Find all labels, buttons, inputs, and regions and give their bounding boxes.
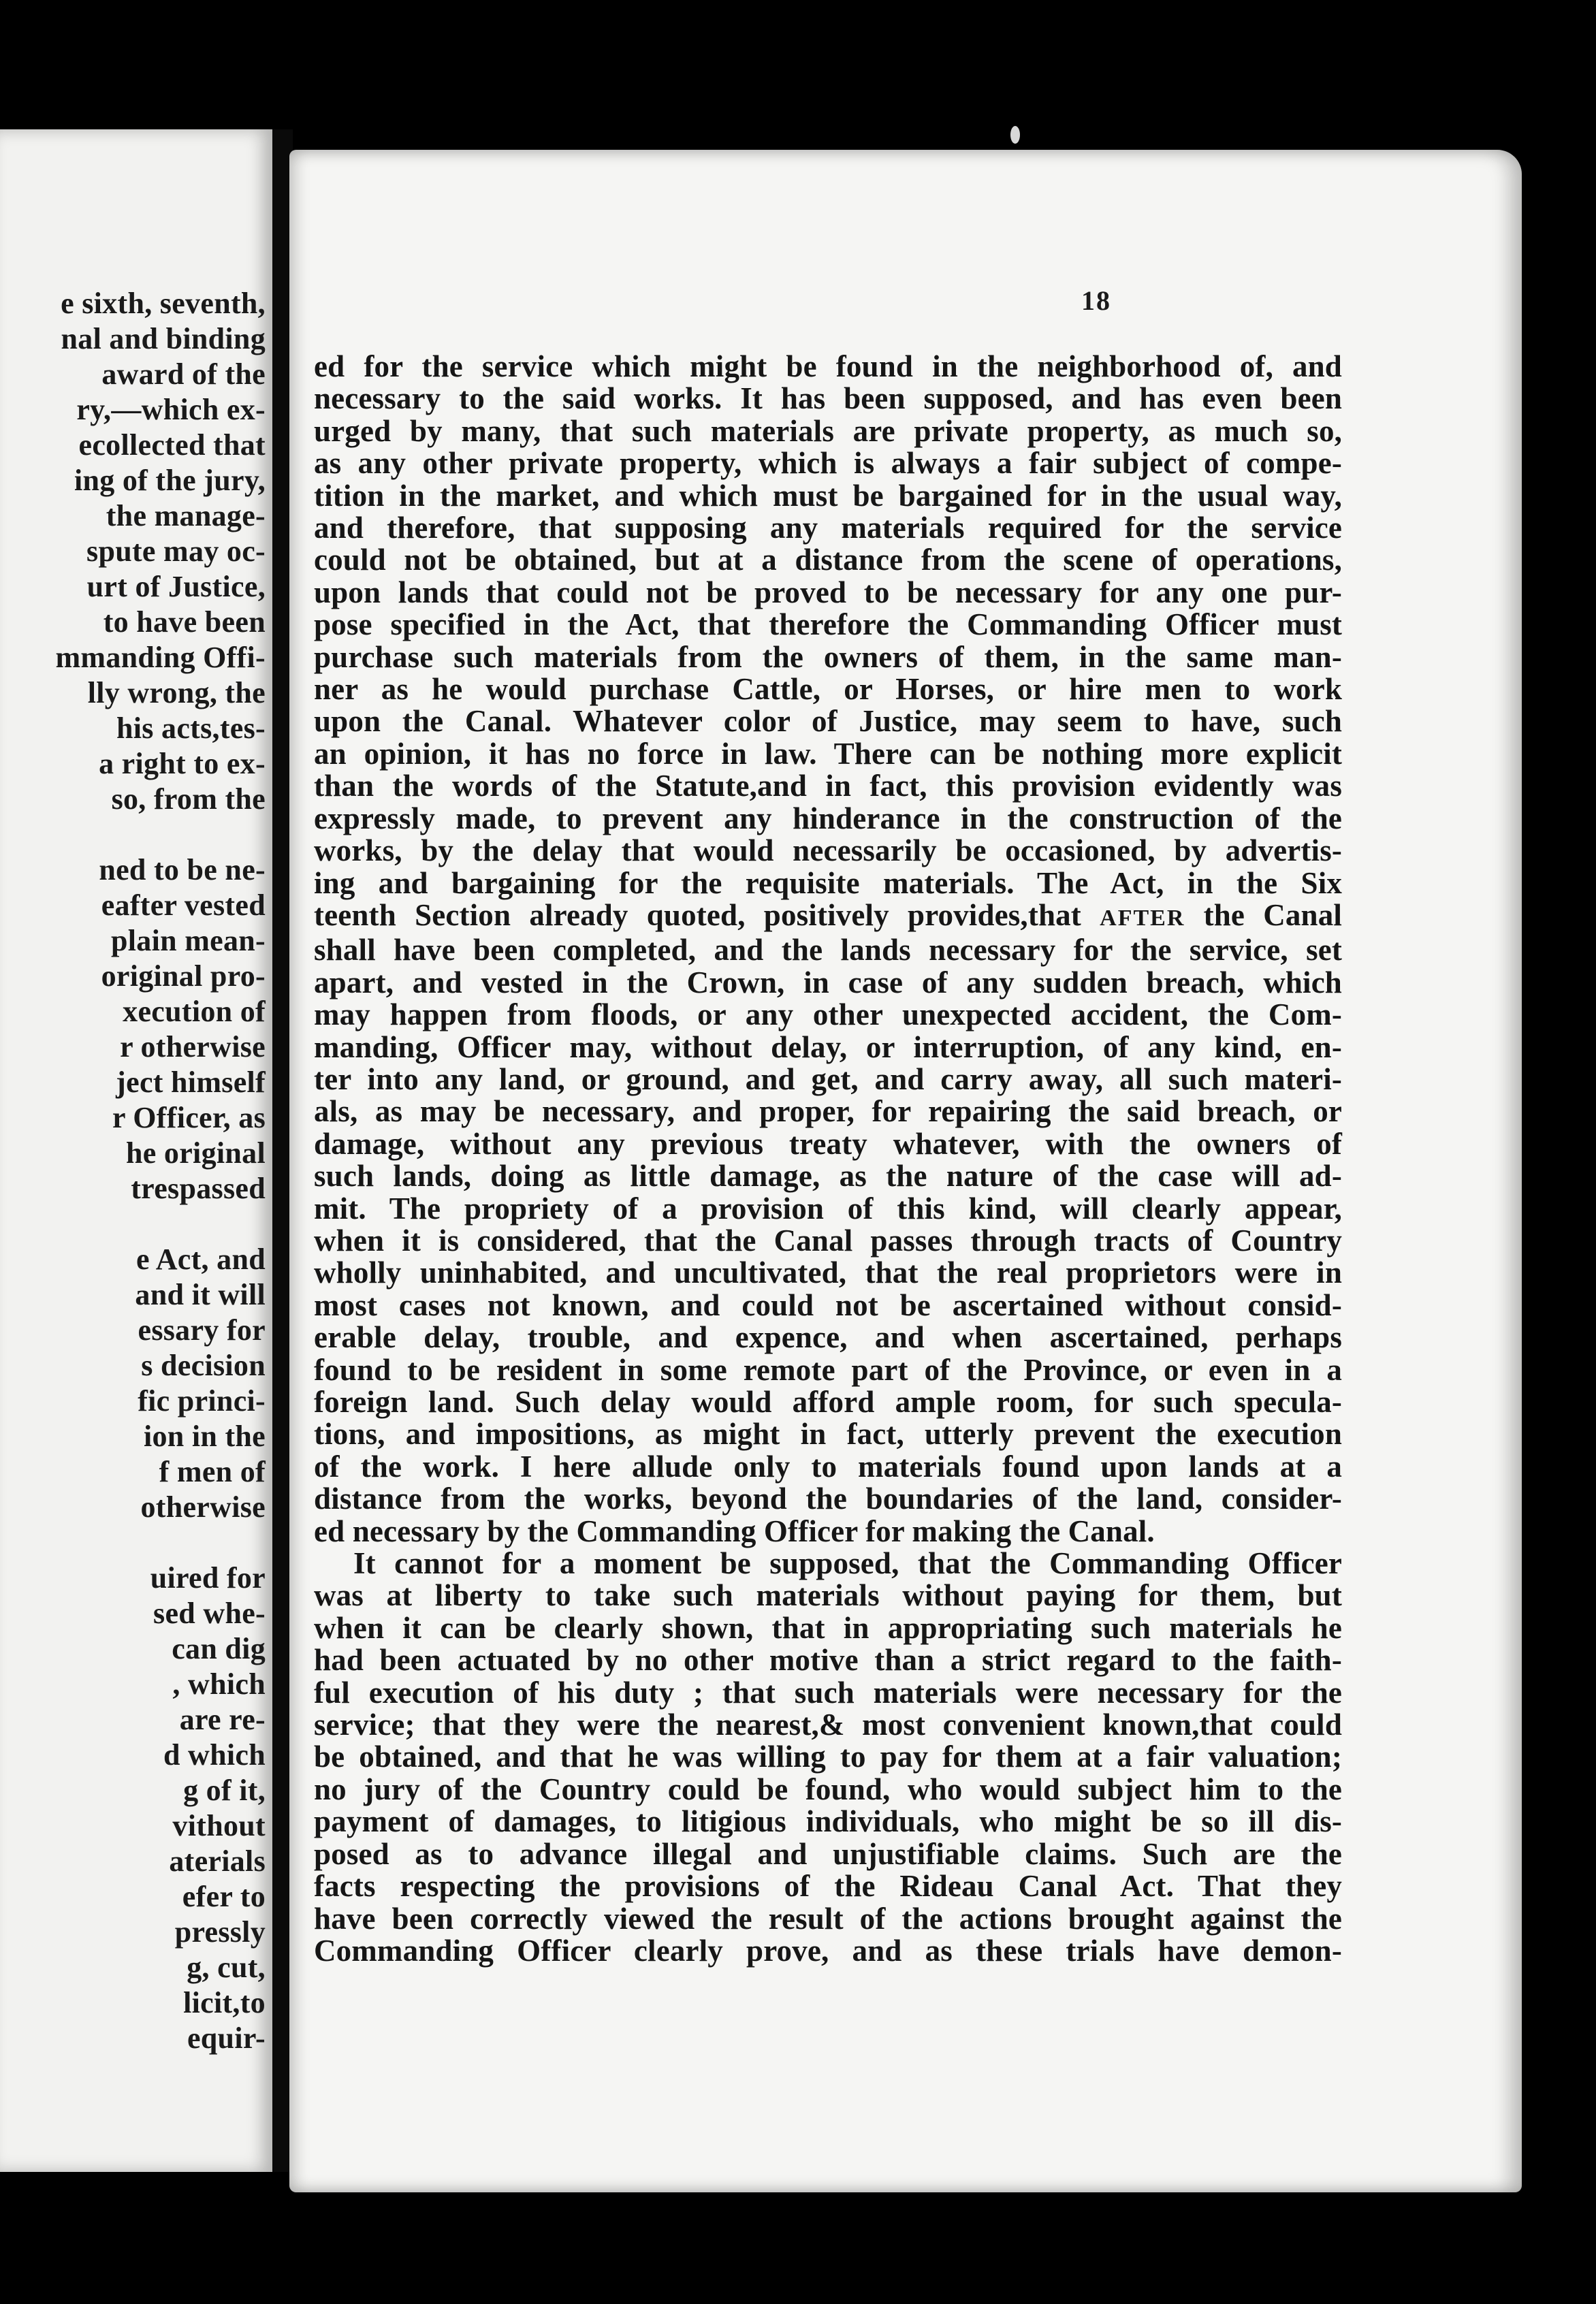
body-text-line: when it is considered, that the Canal passes through tracts of Country — [314, 1223, 1342, 1258]
scan-speck — [1010, 126, 1020, 144]
body-text-line: works, by the delay that would necessarily be occasioned, by advertis- — [314, 833, 1342, 868]
body-text-line: ner as he would purchase Cattle, or Horses, or hire men to work — [314, 672, 1342, 707]
body-text-line: upon the Canal. Whatever color of Justice, may seem to have, such — [314, 704, 1342, 739]
left-page-line: ject himself — [116, 1066, 266, 1099]
body-text-line: ter into any land, or ground, and get, and carry away, all such materi- — [314, 1061, 1342, 1096]
left-page-line: plain mean- — [111, 924, 266, 957]
left-page-line: and it will — [135, 1278, 266, 1311]
body-text-line: may happen from floods, or any other unexpected accident, the Com- — [314, 997, 1342, 1032]
body-text-line: als, as may be necessary, and proper, for repairing the said breach, or — [314, 1094, 1342, 1129]
left-page-line: g, cut, — [187, 1951, 266, 1984]
left-page-line: the manage- — [106, 499, 266, 532]
left-page-line: to have been — [103, 605, 266, 639]
left-page-line: spute may oc- — [86, 534, 266, 568]
left-page-line: vithout — [172, 1809, 266, 1842]
body-text-line: ing and bargaining for the requisite materials. The Act, in the Six — [314, 865, 1342, 900]
body-text-line: and therefore, that supposing any materials required for the service — [314, 511, 1342, 545]
page-number: 18 — [1081, 285, 1111, 316]
body-text-line: tions, and impositions, as might in fact, utterly prevent the execution — [314, 1417, 1342, 1452]
left-page-line: licit,to — [183, 1986, 266, 2019]
body-text-line: wholly uninhabited, and uncultivated, that the real proprietors were in — [314, 1255, 1342, 1290]
body-text-line: foreign land. Such delay would afford ample room, for such specula- — [314, 1385, 1342, 1419]
body-text-line: pose specified in the Act, that therefore the Commanding Officer must — [314, 607, 1342, 642]
body-text-line: apart, and vested in the Crown, in case of any sudden breach, which — [314, 965, 1342, 999]
left-page-line: xecution of — [123, 995, 266, 1028]
body-text-line: when it can be clearly shown, that in appropriating such materials he — [314, 1610, 1342, 1645]
left-page-line: s decision — [141, 1349, 266, 1382]
left-page-line: ion in the — [143, 1420, 266, 1453]
body-text-line: found to be resident in some remote part of the Province, or even in a — [314, 1352, 1342, 1387]
body-text-line: facts respecting the provisions of the Rideau Canal Act. That they — [314, 1869, 1342, 1904]
body-text-line: expressly made, to prevent any hinderance in the construction of the — [314, 801, 1342, 835]
body-text-line: upon lands that could not be proved to be necessary for any one pur- — [314, 575, 1342, 609]
body-text-line: such lands, doing as little damage, as the nature of the case will ad- — [314, 1159, 1342, 1194]
body-text-line: tition in the market, and which must be bargained for in the usual way, — [314, 478, 1342, 513]
left-page-line: fic princi- — [138, 1384, 266, 1418]
body-text-line: damage, without any previous treaty whatever, with the owners of — [314, 1126, 1342, 1161]
left-page-line: trespassed — [131, 1172, 266, 1205]
left-page-line: r otherwise — [120, 1030, 266, 1063]
left-page-line: d which — [163, 1738, 266, 1772]
body-text-line: shall have been completed, and the lands necessary for the service, set — [314, 933, 1342, 967]
right-page — [289, 150, 1522, 2192]
left-page-line: ned to be ne- — [99, 853, 266, 886]
left-page-line: e Act, and — [136, 1243, 266, 1276]
left-page-line: ecollected that — [78, 428, 266, 462]
body-text-line: necessary to the said works. It has been supposed, and has even been — [314, 381, 1342, 416]
body-text-line: distance from the works, beyond the boundaries of the land, consider- — [314, 1482, 1342, 1516]
body-text-line: than the words of the Statute,and in fact, this provision evidently was — [314, 769, 1342, 803]
left-page-line: ry,—which ex- — [76, 393, 266, 426]
left-facing-page — [0, 129, 276, 2172]
left-page-line: pressly — [174, 1915, 266, 1949]
body-text-line: erable delay, trouble, and expence, and when ascertained, perhaps — [314, 1320, 1342, 1355]
body-text-line: most cases not known, and could not be ascertained without consid- — [314, 1287, 1342, 1322]
body-text-line: Commanding Officer clearly prove, and as these trials have demon- — [314, 1933, 1342, 1968]
left-page-text-column — [0, 286, 266, 2056]
body-text-line: It cannot for a moment be supposed, that the Commanding Officer — [353, 1546, 1342, 1581]
body-text-line: could not be obtained, but at a distance from the scene of operations, — [314, 543, 1342, 577]
left-page-line: g of it, — [183, 1774, 266, 1807]
left-page-paragraph-gap — [0, 1525, 266, 1561]
left-page-line: are re- — [179, 1703, 266, 1736]
left-page-line: his acts,tes- — [116, 711, 266, 745]
body-text-line: have been correctly viewed the result of the actions brought against the — [314, 1901, 1342, 1936]
left-page-line: equir- — [187, 2021, 266, 2055]
body-text-line: was at liberty to take such materials without paying for them, but — [314, 1578, 1342, 1613]
body-text-line: service; that they were the nearest,& most convenient known,that could — [314, 1708, 1342, 1742]
left-page-line: mmanding Offi- — [55, 641, 266, 674]
left-page-paragraph-gap — [0, 1206, 266, 1242]
left-page-line: , which — [172, 1667, 266, 1701]
body-text-line: had been actuated by no other motive than a strict regard to the faith- — [314, 1643, 1342, 1678]
left-page-line: uired for — [150, 1561, 266, 1595]
body-text-line: ed necessary by the Commanding Officer for making the Canal. — [314, 1514, 1155, 1548]
body-text-line: payment of damages, to litigious individuals, who might be so ill dis- — [314, 1804, 1342, 1839]
left-page-line: otherwise — [140, 1490, 266, 1524]
body-text-line: purchase such materials from the owners of them, in the same man- — [314, 639, 1342, 674]
left-page-line: e sixth, seventh, — [61, 287, 266, 320]
body-text-line: of the work. I here allude only to materials found upon lands at a — [314, 1449, 1342, 1484]
left-page-line: efer to — [182, 1880, 266, 1913]
body-text-line: be obtained, and that he was willing to pay for them at a fair valuation; — [314, 1740, 1342, 1774]
left-page-line: essary for — [138, 1313, 266, 1347]
left-page-line: nal and binding — [61, 322, 266, 355]
left-page-line: can dig — [172, 1632, 266, 1665]
left-page-line: eafter vested — [101, 889, 266, 922]
body-text-line: mit. The propriety of a provision of this kind, will clearly appear, — [314, 1191, 1342, 1226]
body-text-line: posed as to advance illegal and unjustifiable claims. Such are the — [314, 1836, 1342, 1871]
left-page-line: original pro- — [101, 959, 266, 993]
left-page-line: ing of the jury, — [74, 464, 266, 497]
body-text-line: no jury of the Country could be found, who would subject him to the — [314, 1772, 1342, 1806]
left-page-line: a right to ex- — [99, 747, 266, 780]
body-text-line: urged by many, that such materials are private property, as much so, — [314, 413, 1342, 448]
page-body-text — [314, 351, 1342, 1967]
body-text-line: an opinion, it has no force in law. There can be nothing more explicit — [314, 736, 1342, 771]
left-page-paragraph-gap — [0, 817, 266, 852]
body-text-line: ed for the service which might be found in the neighborhood of, and — [314, 349, 1342, 383]
body-text-line: ful execution of his duty ; that such materials were necessary for the — [314, 1675, 1342, 1710]
left-page-line: so, from the — [111, 782, 266, 816]
body-text-line: teenth Section already quoted, positively provides,that AFTER the Canal — [314, 897, 1343, 932]
left-page-line: r Officer, as — [112, 1101, 266, 1134]
body-text-line: manding, Officer may, without delay, or interruption, of any kind, en- — [314, 1029, 1342, 1064]
body-text-line: as any other private property, which is always a fair subject of compe- — [314, 446, 1342, 481]
left-page-line: urt of Justice, — [86, 570, 266, 603]
left-page-line: f men of — [159, 1455, 266, 1488]
left-page-line: lly wrong, the — [87, 676, 266, 709]
left-page-line: aterials — [169, 1844, 266, 1878]
left-page-line: award of the — [101, 357, 266, 391]
left-page-line: sed whe- — [153, 1597, 266, 1630]
left-page-line: he original — [126, 1136, 266, 1170]
